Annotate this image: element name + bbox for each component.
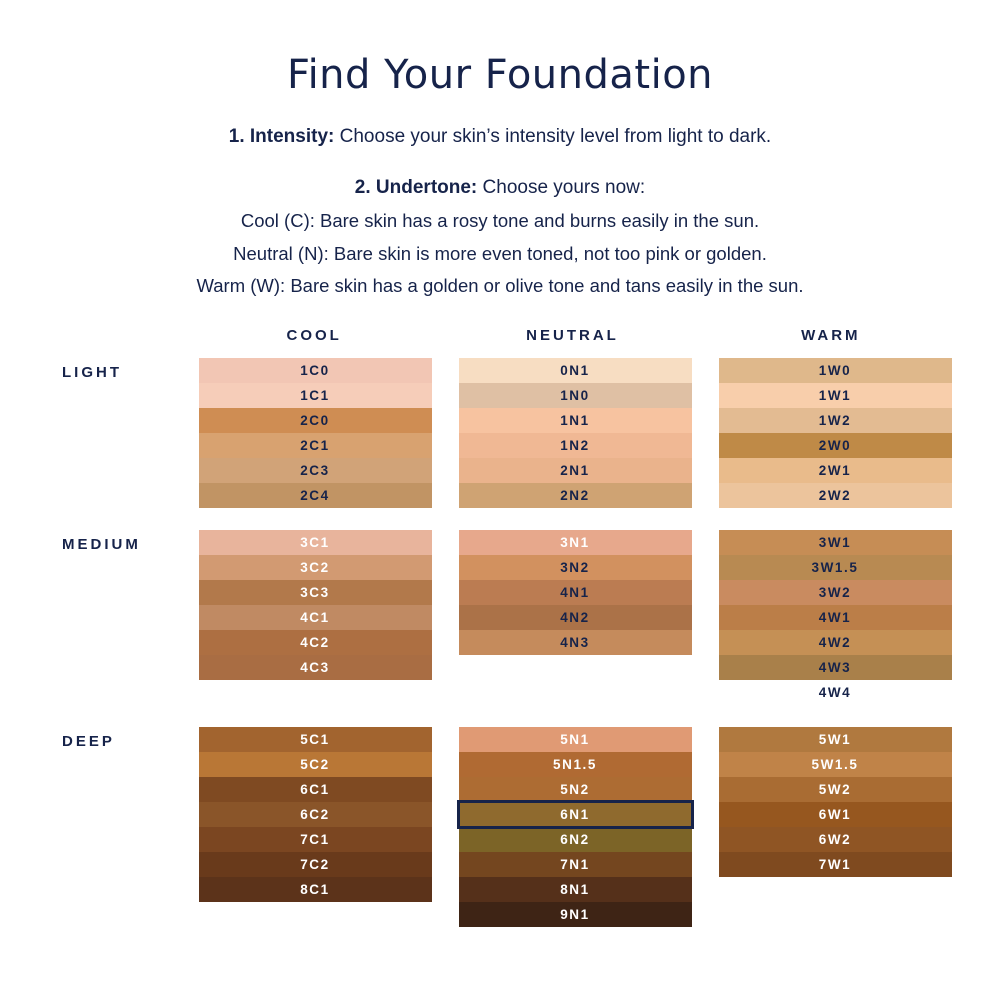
swatch-stack	[199, 727, 432, 902]
neutral-description: Neutral (N): Bare skin is more even toned, not too pink or golden.	[233, 242, 767, 264]
shade-swatch[interactable]: 1W0	[719, 358, 952, 383]
swatch-stack	[459, 530, 692, 655]
shade-swatch[interactable]: 1N0	[459, 383, 692, 408]
column-headers	[185, 327, 960, 344]
shade-swatch[interactable]: 2C3	[199, 458, 432, 483]
shade-column-cool	[185, 727, 445, 902]
shade-swatch[interactable]: 7N1	[459, 852, 692, 877]
shade-swatch[interactable]: 3W1	[719, 530, 952, 555]
swatch-stack	[199, 358, 432, 508]
shade-swatch[interactable]: 4N3	[459, 630, 692, 655]
shade-swatch[interactable]: 2W2	[719, 483, 952, 508]
step-1-line	[0, 122, 1000, 151]
shade-swatch[interactable]: 4W4	[818, 684, 852, 700]
row-label-medium: MEDIUM	[62, 535, 141, 553]
shade-swatch[interactable]: 3W2	[719, 580, 952, 605]
shade-row	[0, 727, 1000, 927]
step-1-label: 1. Intensity:	[228, 126, 335, 147]
shade-swatch[interactable]: 4C1	[199, 605, 432, 630]
shade-swatch[interactable]: 1C0	[199, 358, 432, 383]
shade-swatch[interactable]: 5W2	[719, 777, 952, 802]
shade-column-warm	[705, 358, 965, 508]
shade-swatch[interactable]: 4W3	[719, 655, 952, 680]
shade-swatch[interactable]: 5C1	[199, 727, 432, 752]
shade-swatch[interactable]: 8C1	[199, 877, 432, 902]
shade-swatch[interactable]: 5W1	[719, 727, 952, 752]
shade-swatch[interactable]: 6W1	[719, 802, 952, 827]
shade-swatch[interactable]: 1W1	[719, 383, 952, 408]
cool-description: Cool (C): Bare skin has a rosy tone and burns easily in the sun.	[240, 209, 760, 231]
step-1-text: Choose your skin’s intensity level from light to dark.	[339, 126, 772, 147]
swatch-stack	[719, 727, 952, 877]
shade-swatch[interactable]: 6C1	[199, 777, 432, 802]
shade-row	[0, 358, 1000, 508]
page-title: Find Your Foundation	[286, 52, 714, 98]
shade-swatch[interactable]: 4C3	[199, 655, 432, 680]
column-header-neutral: NEUTRAL	[526, 326, 619, 344]
shade-swatch[interactable]: 4W2	[719, 630, 952, 655]
shade-column-warm	[705, 530, 965, 705]
shade-swatch[interactable]: 5N1	[459, 727, 692, 752]
shade-row	[0, 530, 1000, 705]
row-label-deep: DEEP	[62, 732, 115, 750]
step-2-label: 2. Undertone:	[354, 177, 478, 199]
shade-swatch[interactable]: 6C2	[199, 802, 432, 827]
shade-swatch[interactable]: 2C4	[199, 483, 432, 508]
swatch-stack	[459, 727, 692, 927]
shade-swatch[interactable]: 2N1	[459, 458, 692, 483]
shade-swatch[interactable]: 5W1.5	[719, 752, 952, 777]
shade-swatch[interactable]: 4N2	[459, 605, 692, 630]
shade-swatch[interactable]: 5N1.5	[459, 752, 692, 777]
shade-swatch[interactable]: 5N2	[459, 777, 692, 802]
shade-swatch[interactable]: 4W1	[719, 605, 952, 630]
warm-description: Warm (W): Bare skin has a golden or olive tone and tans easily in the sun.	[196, 275, 804, 297]
row-label-light: LIGHT	[62, 363, 122, 381]
shade-swatch[interactable]: 2N2	[459, 483, 692, 508]
shade-swatch[interactable]: 6N1	[459, 802, 692, 827]
shade-column-cool	[185, 358, 445, 508]
swatch-stack	[459, 358, 692, 508]
shade-swatch[interactable]: 1N2	[459, 433, 692, 458]
shade-swatch[interactable]: 1C1	[199, 383, 432, 408]
shade-column-neutral	[445, 530, 705, 655]
shade-swatch[interactable]: 2C1	[199, 433, 432, 458]
shade-column-neutral	[445, 727, 705, 927]
shade-swatch[interactable]: 6N2	[459, 827, 692, 852]
swatch-stack	[719, 530, 952, 705]
shade-swatch[interactable]: 2W0	[719, 433, 952, 458]
shade-swatch[interactable]: 6W2	[719, 827, 952, 852]
shade-swatch[interactable]: 9N1	[459, 902, 692, 927]
shade-column-cool	[185, 530, 445, 680]
shade-grid	[0, 327, 1000, 927]
shade-swatch[interactable]: 1N1	[459, 408, 692, 433]
column-header-warm: WARM	[801, 326, 861, 344]
shade-swatch[interactable]: 7C2	[199, 852, 432, 877]
column-header-cool: COOL	[286, 326, 342, 344]
shade-swatch[interactable]: 3N2	[459, 555, 692, 580]
shade-rows	[0, 358, 1000, 927]
shade-swatch[interactable]: 3W1.5	[719, 555, 952, 580]
shade-swatch[interactable]: 3C2	[199, 555, 432, 580]
shade-swatch[interactable]: 1W2	[719, 408, 952, 433]
shade-swatch[interactable]: 3C1	[199, 530, 432, 555]
shade-swatch[interactable]: 2W1	[719, 458, 952, 483]
shade-swatch[interactable]: 8N1	[459, 877, 692, 902]
shade-column-neutral	[445, 358, 705, 508]
shade-column-warm	[705, 727, 965, 877]
shade-swatch[interactable]: 5C2	[199, 752, 432, 777]
swatch-stack	[199, 530, 432, 680]
shade-swatch[interactable]: 7C1	[199, 827, 432, 852]
shade-swatch[interactable]: 0N1	[459, 358, 692, 383]
shade-swatch[interactable]: 3C3	[199, 580, 432, 605]
shade-swatch[interactable]: 3N1	[459, 530, 692, 555]
intro-instructions	[0, 122, 1000, 301]
step-2-text: Choose yours now:	[482, 177, 646, 199]
shade-swatch[interactable]: 2C0	[199, 408, 432, 433]
swatch-stack	[719, 358, 952, 508]
step-2-line	[0, 173, 1000, 202]
shade-swatch[interactable]: 4C2	[199, 630, 432, 655]
shade-swatch[interactable]: 7W1	[719, 852, 952, 877]
shade-swatch[interactable]: 4N1	[459, 580, 692, 605]
